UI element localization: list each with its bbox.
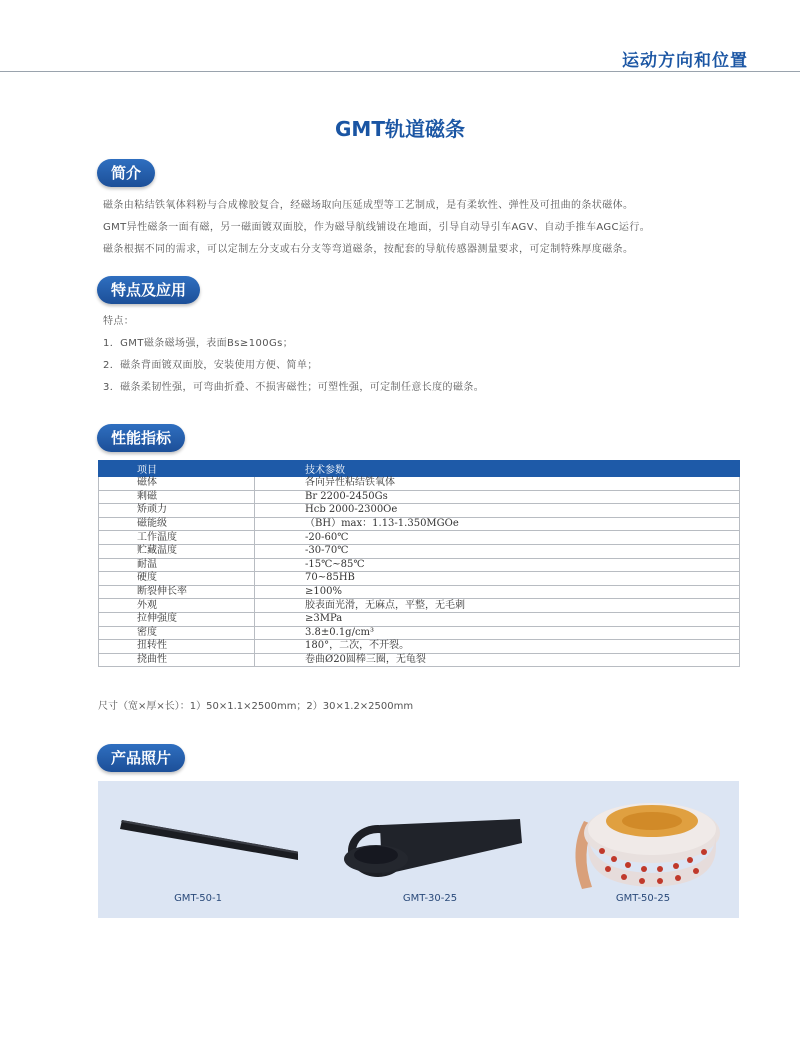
spec-item-name: 工作温度 [99, 531, 255, 545]
spec-row [99, 504, 740, 518]
spec-row [99, 477, 740, 491]
spec-row [99, 653, 740, 667]
feature-item-2: 2．磁条背面镀双面胶，安装使用方便、简单； [103, 360, 318, 371]
section-badge-photos: 产品照片 [97, 744, 185, 772]
spec-item-value: -20-60℃ [255, 531, 740, 545]
spec-item-value: 180°，二次，不开裂。 [255, 640, 740, 654]
spec-item-value: 卷曲Ø20圆棒三圈，无龟裂 [255, 653, 740, 667]
spec-item-value: ≥3MPa [255, 612, 740, 626]
spec-header-param: 技术参数 [255, 461, 740, 477]
spec-table-header-row [99, 461, 740, 477]
page-header [0, 38, 800, 74]
spec-item-name: 耐温 [99, 558, 255, 572]
spec-item-name: 贮藏温度 [99, 544, 255, 558]
spec-row [99, 572, 740, 586]
feature-item-3: 3．磁条柔韧性强，可弯曲折叠、不损害磁性；可塑性强，可定制任意长度的磁条。 [103, 382, 485, 393]
spec-item-name: 扭转性 [99, 640, 255, 654]
spec-item-name: 磁能级 [99, 517, 255, 531]
spec-row [99, 531, 740, 545]
product-gmt-50-25 [548, 781, 738, 918]
product-caption: GMT-50-25 [615, 893, 671, 904]
spec-item-value: -30-70℃ [255, 544, 740, 558]
spec-item-name: 剩磁 [99, 490, 255, 504]
spec-row [99, 626, 740, 640]
header-divider [0, 71, 800, 72]
document-title: GMT轨道磁条 [335, 117, 465, 141]
spec-item-value: Hcb 2000-2300Oe [255, 504, 740, 518]
spec-item-value: 各向异性粘结铁氧体 [255, 477, 740, 491]
spec-item-name: 矫顽力 [99, 504, 255, 518]
spec-item-value: 胶表面光滑，无麻点，平整，无毛刺 [255, 599, 740, 613]
spec-item-name: 硬度 [99, 572, 255, 586]
spec-item-value: （BH）max：1.13-1.350MGOe [255, 517, 740, 531]
spec-row [99, 612, 740, 626]
product-photo-panel [98, 781, 739, 918]
spec-row [99, 490, 740, 504]
spec-table [98, 460, 740, 667]
spec-row [99, 517, 740, 531]
spec-header-item: 项目 [99, 461, 255, 477]
spec-row [99, 599, 740, 613]
spec-item-value: ≥100% [255, 585, 740, 599]
header-title: 运动方向和位置 [622, 51, 748, 71]
intro-line-1: 磁条由粘结铁氧体料粉与合成橡胶复合，经磁场取向压延成型等工艺制成，是有柔软性、弹性及可扭曲的条状磁体。 [103, 200, 634, 211]
spec-item-name: 磁体 [99, 477, 255, 491]
intro-line-2: GMT异性磁条一面有磁，另一磁面镀双面胶，作为磁导航线铺设在地面，引导自动导引车AGV、自动手推车AGC运行。 [103, 222, 651, 233]
feature-item-1: 1．GMT磁条磁场强，表面Bs≥100Gs； [103, 338, 294, 349]
spec-item-value: 3.8±0.1g/cm³ [255, 626, 740, 640]
spec-item-name: 密度 [99, 626, 255, 640]
features-subheading: 特点： [103, 316, 135, 327]
spec-row [99, 585, 740, 599]
section-badge-intro: 简介 [97, 159, 155, 187]
spec-item-value: 70~85HB [255, 572, 740, 586]
size-note: 尺寸（宽×厚×长）：1）50×1.1×2500mm；2）30×1.2×2500mm [98, 701, 414, 712]
section-badge-specs: 性能指标 [97, 424, 185, 452]
section-badge-features: 特点及应用 [97, 276, 200, 304]
spec-item-name: 挠曲性 [99, 653, 255, 667]
spec-item-value: Br 2200-2450Gs [255, 490, 740, 504]
product-caption: GMT-50-1 [174, 893, 222, 904]
product-gmt-30-25 [330, 781, 530, 918]
product-gmt-50-1 [98, 781, 298, 918]
spec-row [99, 640, 740, 654]
spec-table-body [99, 477, 740, 667]
intro-line-3: 磁条根据不同的需求，可以定制左分支或右分支等弯道磁条，按配套的导航传感器测量要求，可定制特殊厚度磁条。 [103, 244, 634, 255]
spec-item-value: -15℃~85℃ [255, 558, 740, 572]
spec-item-name: 断裂伸长率 [99, 585, 255, 599]
product-caption: GMT-30-25 [402, 893, 458, 904]
spec-item-name: 拉伸强度 [99, 612, 255, 626]
spec-item-name: 外观 [99, 599, 255, 613]
spec-row [99, 544, 740, 558]
spec-row [99, 558, 740, 572]
